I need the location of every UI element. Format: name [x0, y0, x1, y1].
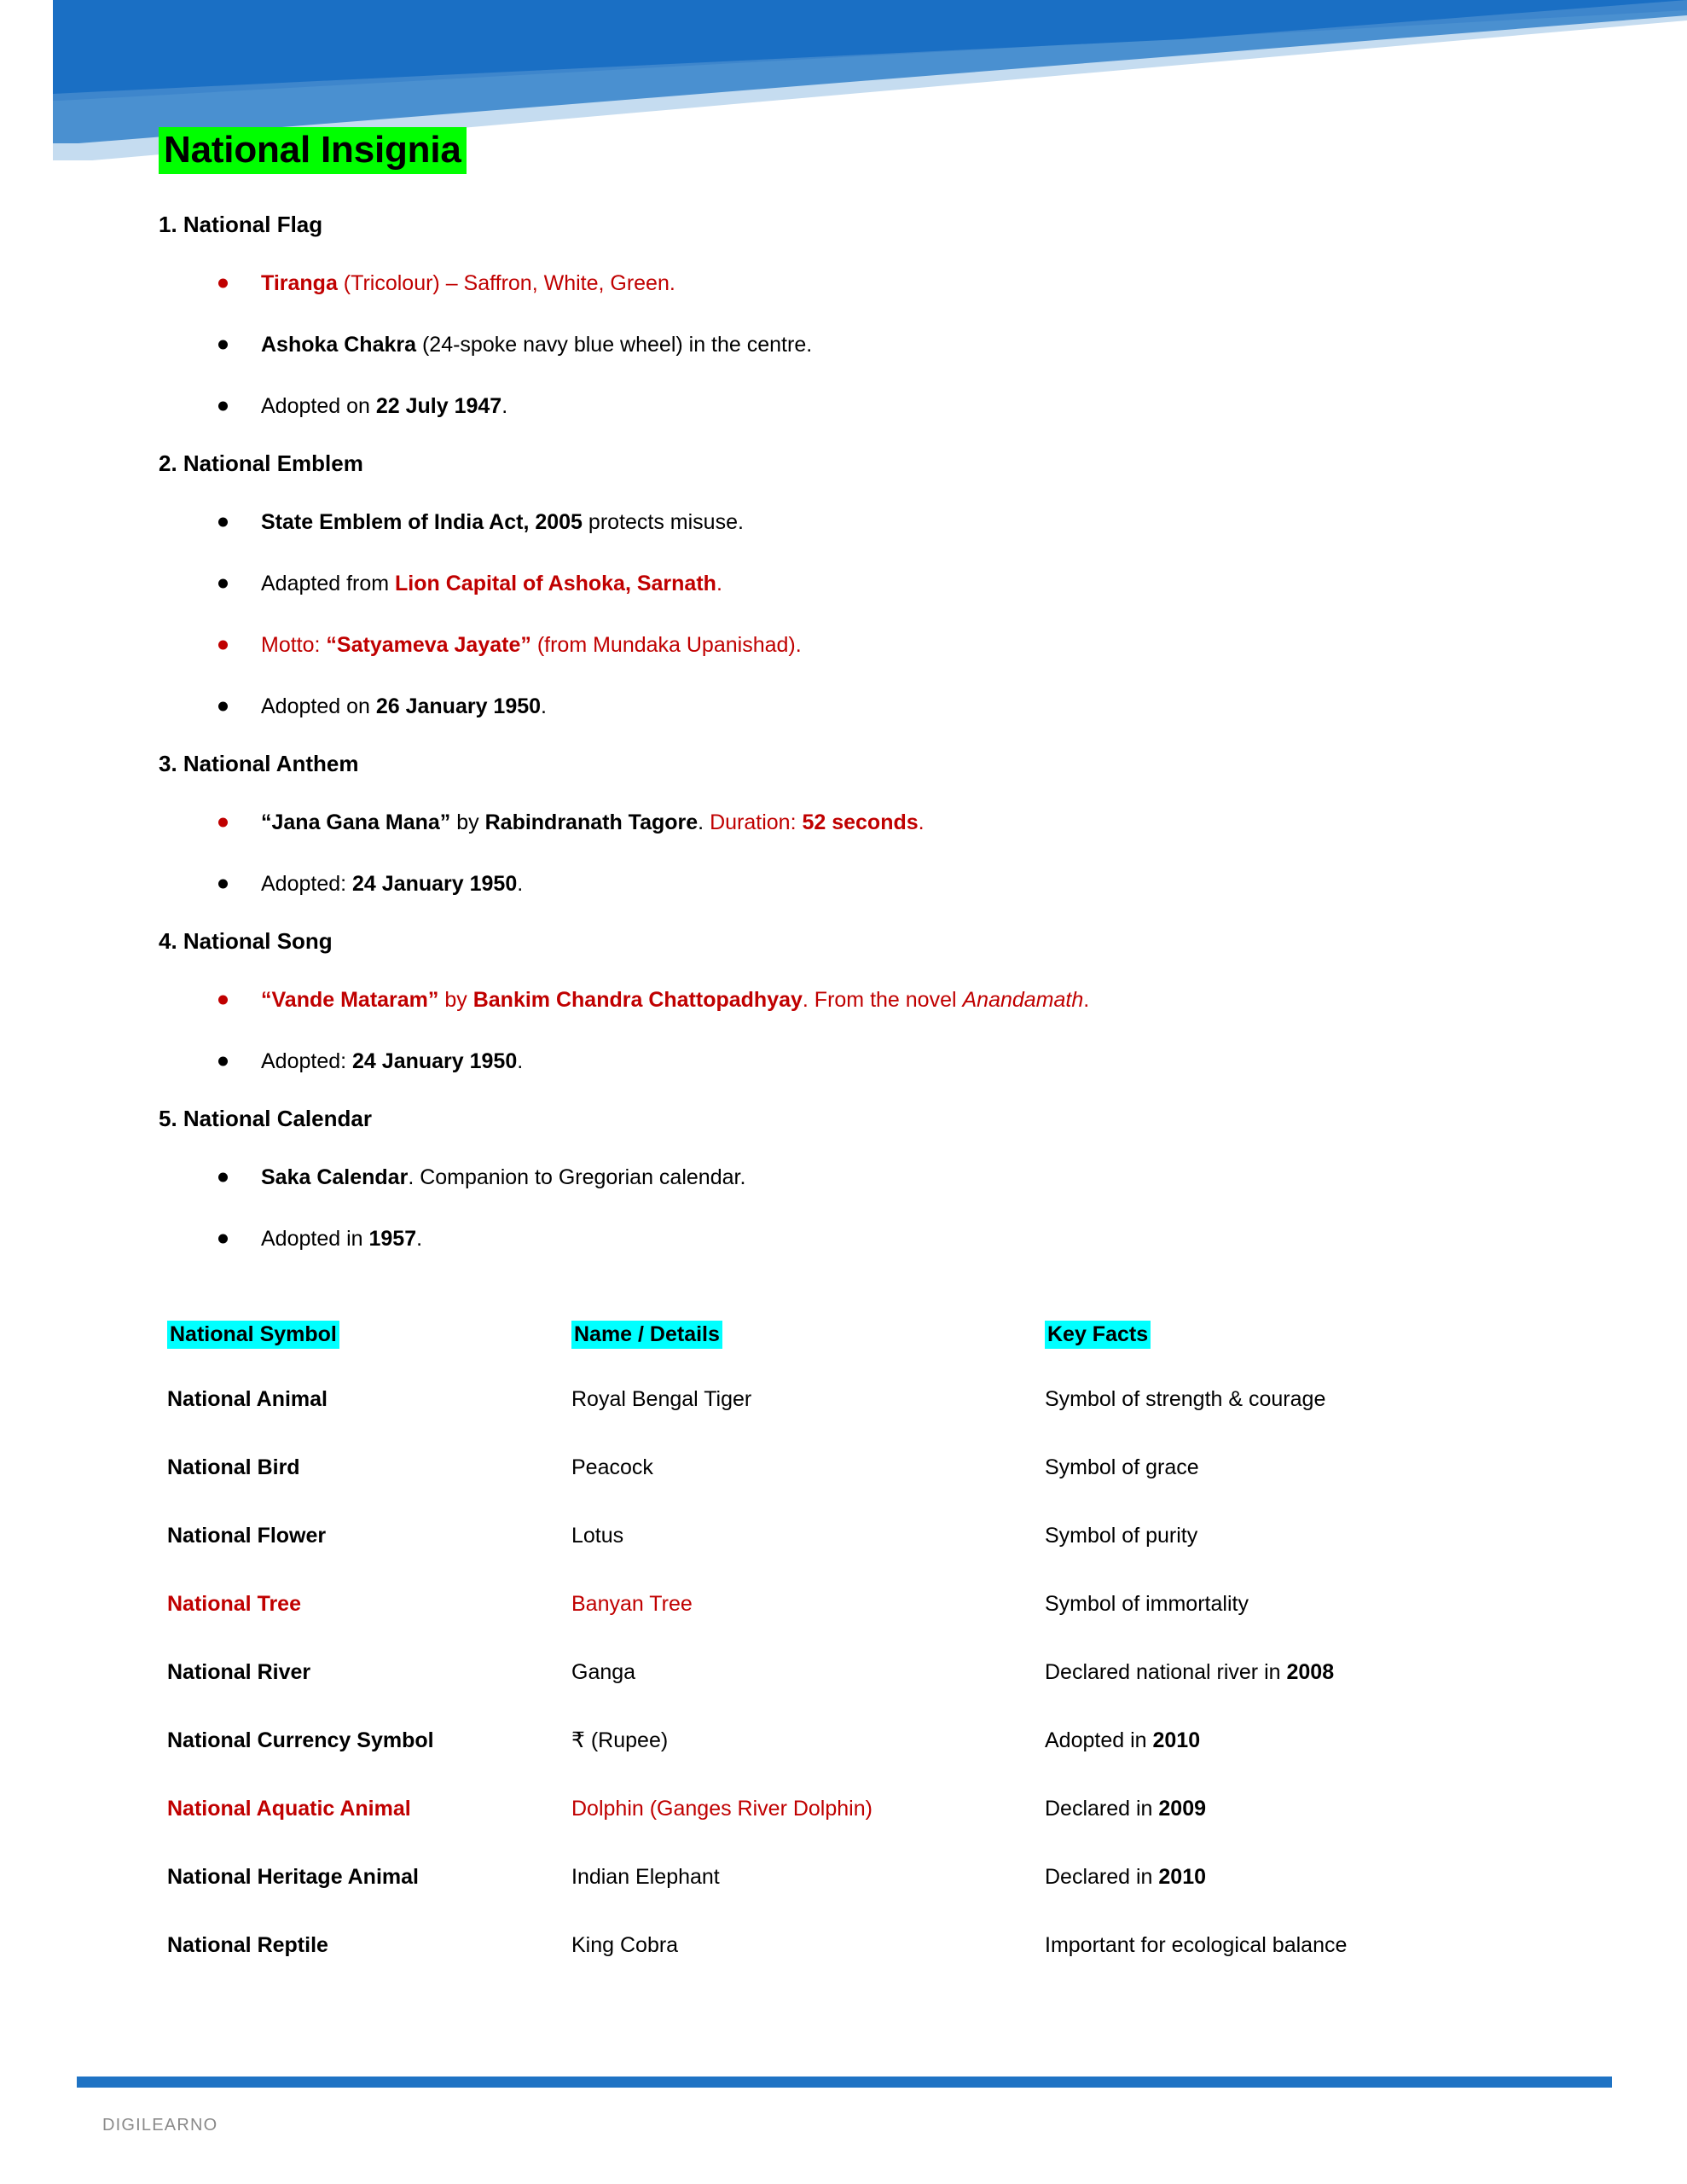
column-header-name-details-label: Name / Details [571, 1321, 722, 1349]
bullet-text [261, 693, 547, 721]
text-run: Adopted in [261, 1226, 369, 1251]
column-header-key-facts-label: Key Facts [1045, 1321, 1151, 1349]
cell-name-details: Indian Elephant [571, 1864, 720, 1889]
text-run: Tiranga [261, 270, 338, 295]
text-run: Adopted on [261, 393, 376, 418]
bullet-item [212, 1147, 1687, 1208]
text-run: Lion Capital of Ashoka, Sarnath [395, 571, 716, 595]
section-heading: 5. National Calendar [159, 1106, 372, 1132]
text-run: (24-spoke navy blue wheel) in the centre. [416, 332, 813, 357]
bullet-text [261, 1164, 745, 1192]
cell-key-facts [1045, 1570, 1687, 1638]
bullet-marker-icon [218, 1234, 228, 1244]
text-run: . [1083, 987, 1090, 1012]
table-row [0, 1706, 1687, 1774]
text-run: . [918, 810, 925, 834]
cell-key-facts [1045, 1774, 1687, 1843]
cell-key-facts [1045, 1638, 1687, 1706]
page-title-container [159, 126, 467, 173]
text-run: Adopted on [261, 694, 376, 718]
text-run: “Vande Mataram” [261, 987, 439, 1012]
text-run: . [517, 1048, 524, 1073]
text-run: (Tricolour) – Saffron, White, Green. [337, 270, 675, 295]
text-run: Symbol of purity [1045, 1523, 1198, 1548]
cell-national-symbol: National Bird [167, 1455, 300, 1479]
text-run: 1957 [368, 1226, 417, 1251]
cell-key-facts [1045, 1843, 1687, 1911]
bullet-item [212, 969, 1687, 1031]
bullet-text [261, 1048, 523, 1076]
bullet-item [212, 375, 1687, 437]
bullet-item [212, 853, 1687, 915]
bullet-text [261, 508, 744, 537]
text-run: Ashoka Chakra [261, 332, 417, 357]
text-run: “Jana Gana Mana” [261, 810, 451, 834]
table-row [0, 1502, 1687, 1570]
cell-key-facts [1045, 1365, 1687, 1433]
text-run: by [450, 810, 485, 834]
text-run: Rabindranath Tagore [484, 810, 699, 834]
cell-national-symbol: National Reptile [167, 1932, 328, 1957]
text-run: Symbol of strength & courage [1045, 1386, 1326, 1411]
text-run: . [416, 1226, 423, 1251]
section-heading: 1. National Flag [159, 212, 323, 238]
cell-key-facts [1045, 1706, 1687, 1774]
page-title: National Insignia [159, 127, 467, 174]
table-row [0, 1774, 1687, 1843]
text-run: Adopted: [261, 1048, 353, 1073]
cell-national-symbol: National Flower [167, 1523, 327, 1548]
text-run: . [716, 571, 722, 595]
bullet-text [261, 270, 675, 298]
text-run: (from Mundaka Upanishad). [530, 632, 802, 657]
text-run: . From the novel [802, 987, 963, 1012]
section-bullet-list [0, 253, 1687, 437]
cell-national-symbol: National River [167, 1659, 311, 1684]
bullet-marker-icon [218, 1057, 228, 1066]
bullet-marker-icon [218, 402, 228, 411]
text-run: 2009 [1158, 1796, 1207, 1821]
text-run: Bankim Chandra Chattopadhyay [472, 987, 803, 1012]
text-run: protects misuse. [582, 509, 744, 534]
text-run: Adopted: [261, 871, 353, 896]
text-run: Anandamath [962, 987, 1084, 1012]
bullet-marker-icon [218, 279, 228, 288]
text-run: Symbol of immortality [1045, 1591, 1249, 1616]
text-run: 24 January 1950 [352, 871, 518, 896]
bullet-marker-icon [218, 702, 228, 712]
text-run: 22 July 1947 [375, 393, 502, 418]
bullet-marker-icon [218, 996, 228, 1005]
section-bullet-list [0, 969, 1687, 1092]
bullet-item [212, 491, 1687, 553]
bullet-marker-icon [218, 1173, 228, 1182]
cell-name-details: Banyan Tree [571, 1591, 693, 1616]
section-heading: 2. National Emblem [159, 450, 363, 477]
cell-name-details: Lotus [571, 1523, 624, 1548]
text-run: 24 January 1950 [352, 1048, 518, 1073]
table-row [0, 1365, 1687, 1433]
bullet-text [261, 1225, 422, 1253]
text-run: . [698, 810, 710, 834]
text-run: Important for ecological balance [1045, 1932, 1348, 1957]
text-run: Symbol of grace [1045, 1455, 1199, 1479]
text-run: Declared national river in [1045, 1659, 1287, 1684]
cell-name-details: Ganga [571, 1659, 636, 1684]
bullet-text [261, 986, 1089, 1014]
cell-national-symbol: National Animal [167, 1386, 328, 1411]
section-heading: 3. National Anthem [159, 751, 359, 777]
document-body [0, 198, 1687, 1269]
bullet-marker-icon [218, 641, 228, 650]
table-row [0, 1843, 1687, 1911]
bullet-marker-icon [218, 340, 228, 350]
text-run: . Companion to Gregorian calendar. [408, 1165, 746, 1189]
table-body [0, 1365, 1687, 1979]
bullet-item [212, 314, 1687, 375]
text-run: Adapted from [261, 571, 396, 595]
column-header-national-symbol [0, 1304, 571, 1365]
column-header-national-symbol-label: National Symbol [167, 1321, 339, 1349]
text-run: . [501, 393, 508, 418]
text-run: Duration: [710, 810, 803, 834]
bullet-item [212, 792, 1687, 853]
table-row [0, 1911, 1687, 1979]
table-row [0, 1433, 1687, 1502]
section-bullet-list [0, 491, 1687, 737]
text-run: Motto: [261, 632, 327, 657]
bullet-item [212, 553, 1687, 614]
table-row [0, 1570, 1687, 1638]
text-run: “Satyameva Jayate” [326, 632, 531, 657]
table-row [0, 1638, 1687, 1706]
footer-divider-bar [77, 2077, 1612, 2088]
text-run: 2010 [1158, 1864, 1207, 1889]
cell-national-symbol: National Aquatic Animal [167, 1796, 411, 1821]
text-run: 2008 [1286, 1659, 1335, 1684]
national-symbols-table [0, 1304, 1687, 1979]
bullet-text [261, 809, 925, 837]
table-header [0, 1304, 1687, 1365]
bullet-text [261, 392, 507, 421]
cell-name-details: Royal Bengal Tiger [571, 1386, 752, 1411]
text-run: by [438, 987, 473, 1012]
text-run: Adopted in [1045, 1728, 1153, 1752]
text-run: Declared in [1045, 1864, 1159, 1889]
cell-national-symbol: National Tree [167, 1591, 301, 1616]
bullet-text [261, 631, 802, 659]
text-run: 52 seconds [802, 810, 919, 834]
text-run: Saka Calendar [261, 1165, 409, 1189]
bullet-text [261, 570, 722, 598]
cell-national-symbol: National Currency Symbol [167, 1728, 434, 1752]
bullet-item [212, 253, 1687, 314]
cell-name-details: ₹ (Rupee) [571, 1728, 669, 1752]
bullet-marker-icon [218, 518, 228, 527]
cell-name-details: King Cobra [571, 1932, 679, 1957]
section-bullet-list [0, 792, 1687, 915]
cell-national-symbol: National Heritage Animal [167, 1864, 419, 1889]
bullet-marker-icon [218, 818, 228, 828]
column-header-key-facts [1045, 1304, 1687, 1365]
text-run: 2010 [1152, 1728, 1201, 1752]
column-header-name-details [571, 1304, 1045, 1365]
bullet-text [261, 331, 812, 359]
text-run: 26 January 1950 [375, 694, 542, 718]
sections-root [0, 198, 1687, 1269]
text-run: Declared in [1045, 1796, 1159, 1821]
cell-name-details: Peacock [571, 1455, 653, 1479]
footer-brand: DIGILEARNO [102, 2116, 218, 2135]
bullet-text [261, 870, 523, 898]
text-run: . [541, 694, 547, 718]
cell-name-details: Dolphin (Ganges River Dolphin) [571, 1796, 872, 1821]
bullet-marker-icon [218, 880, 228, 889]
section-heading: 4. National Song [159, 928, 333, 955]
cell-key-facts [1045, 1433, 1687, 1502]
bullet-item [212, 1208, 1687, 1269]
bullet-marker-icon [218, 579, 228, 589]
bullet-item [212, 1031, 1687, 1092]
section-bullet-list [0, 1147, 1687, 1269]
cell-key-facts [1045, 1502, 1687, 1570]
cell-key-facts [1045, 1911, 1687, 1979]
bullet-item [212, 614, 1687, 676]
bullet-item [212, 676, 1687, 737]
text-run: . [517, 871, 524, 896]
table-header-row [0, 1304, 1687, 1365]
text-run: State Emblem of India Act, 2005 [261, 509, 583, 534]
